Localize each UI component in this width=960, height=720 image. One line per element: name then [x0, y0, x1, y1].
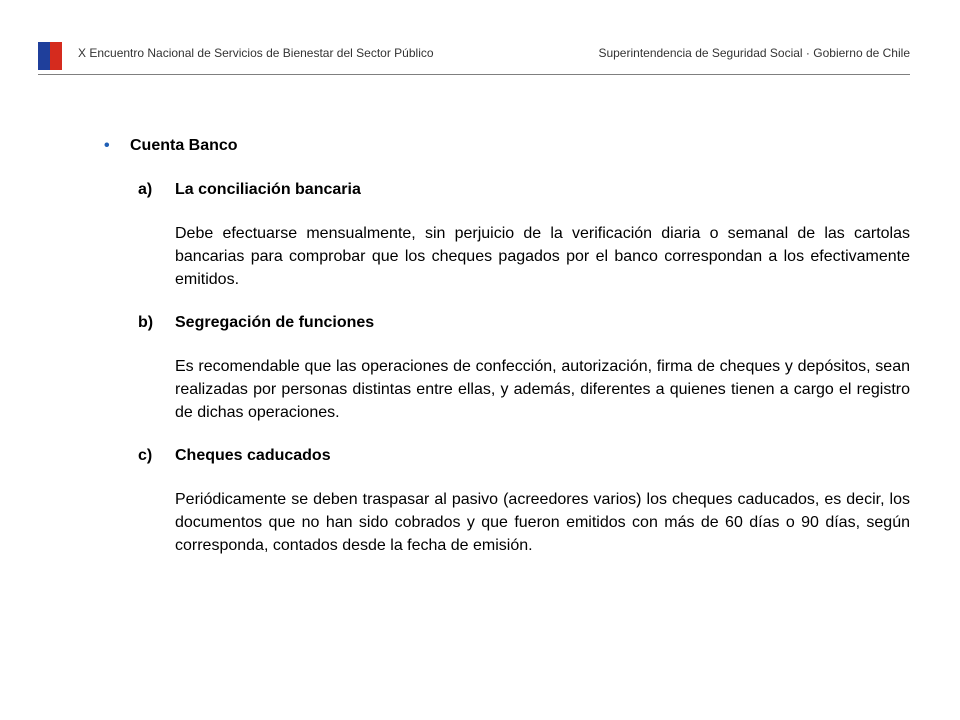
- main-bullet: [104, 134, 910, 157]
- chile-flag-logo: [38, 42, 62, 70]
- logo-blue-band: [38, 42, 50, 70]
- list-item-c: [138, 444, 910, 557]
- item-title: Segregación de funciones: [175, 314, 375, 331]
- item-body: Periódicamente se deben traspasar al pasivo (acreedores varios) los cheques caducados, es decir, los documentos que no han sido cobrados y que fueron emitidos con más de 60 días o 90 días, según corresponda, contados desde la fecha de emisión.: [175, 491, 910, 554]
- slide-content: [104, 134, 910, 577]
- item-letter: a): [138, 181, 153, 198]
- item-letter: c): [138, 447, 153, 464]
- bullet-title: Cuenta Banco: [130, 137, 238, 154]
- header-event-title: X Encuentro Nacional de Servicios de Bienestar del Sector Público: [78, 46, 434, 60]
- logo-red-band: [50, 42, 62, 70]
- list-item-b: [138, 311, 910, 424]
- item-heading: [138, 178, 910, 201]
- header-divider: [38, 74, 910, 75]
- bullet-icon: •: [104, 137, 110, 154]
- item-title: La conciliación bancaria: [175, 181, 361, 198]
- item-title: Cheques caducados: [175, 447, 331, 464]
- list-item-a: [138, 178, 910, 291]
- item-heading: [138, 444, 910, 467]
- item-heading: [138, 311, 910, 334]
- header-organization: Superintendencia de Seguridad Social · Gobierno de Chile: [598, 46, 910, 60]
- item-body: Es recomendable que las operaciones de confección, autorización, firma de cheques y depósitos, sean realizadas por personas distintas entre ellas, y además, diferentes a quienes tienen a cargo el registro de dichas operaciones.: [175, 358, 910, 421]
- item-letter: b): [138, 314, 154, 331]
- item-body: Debe efectuarse mensualmente, sin perjuicio de la verificación diaria o semanal de las cartolas bancarias para comprobar que los cheques pagados por el banco correspondan a los efectivamente emitidos.: [175, 225, 910, 288]
